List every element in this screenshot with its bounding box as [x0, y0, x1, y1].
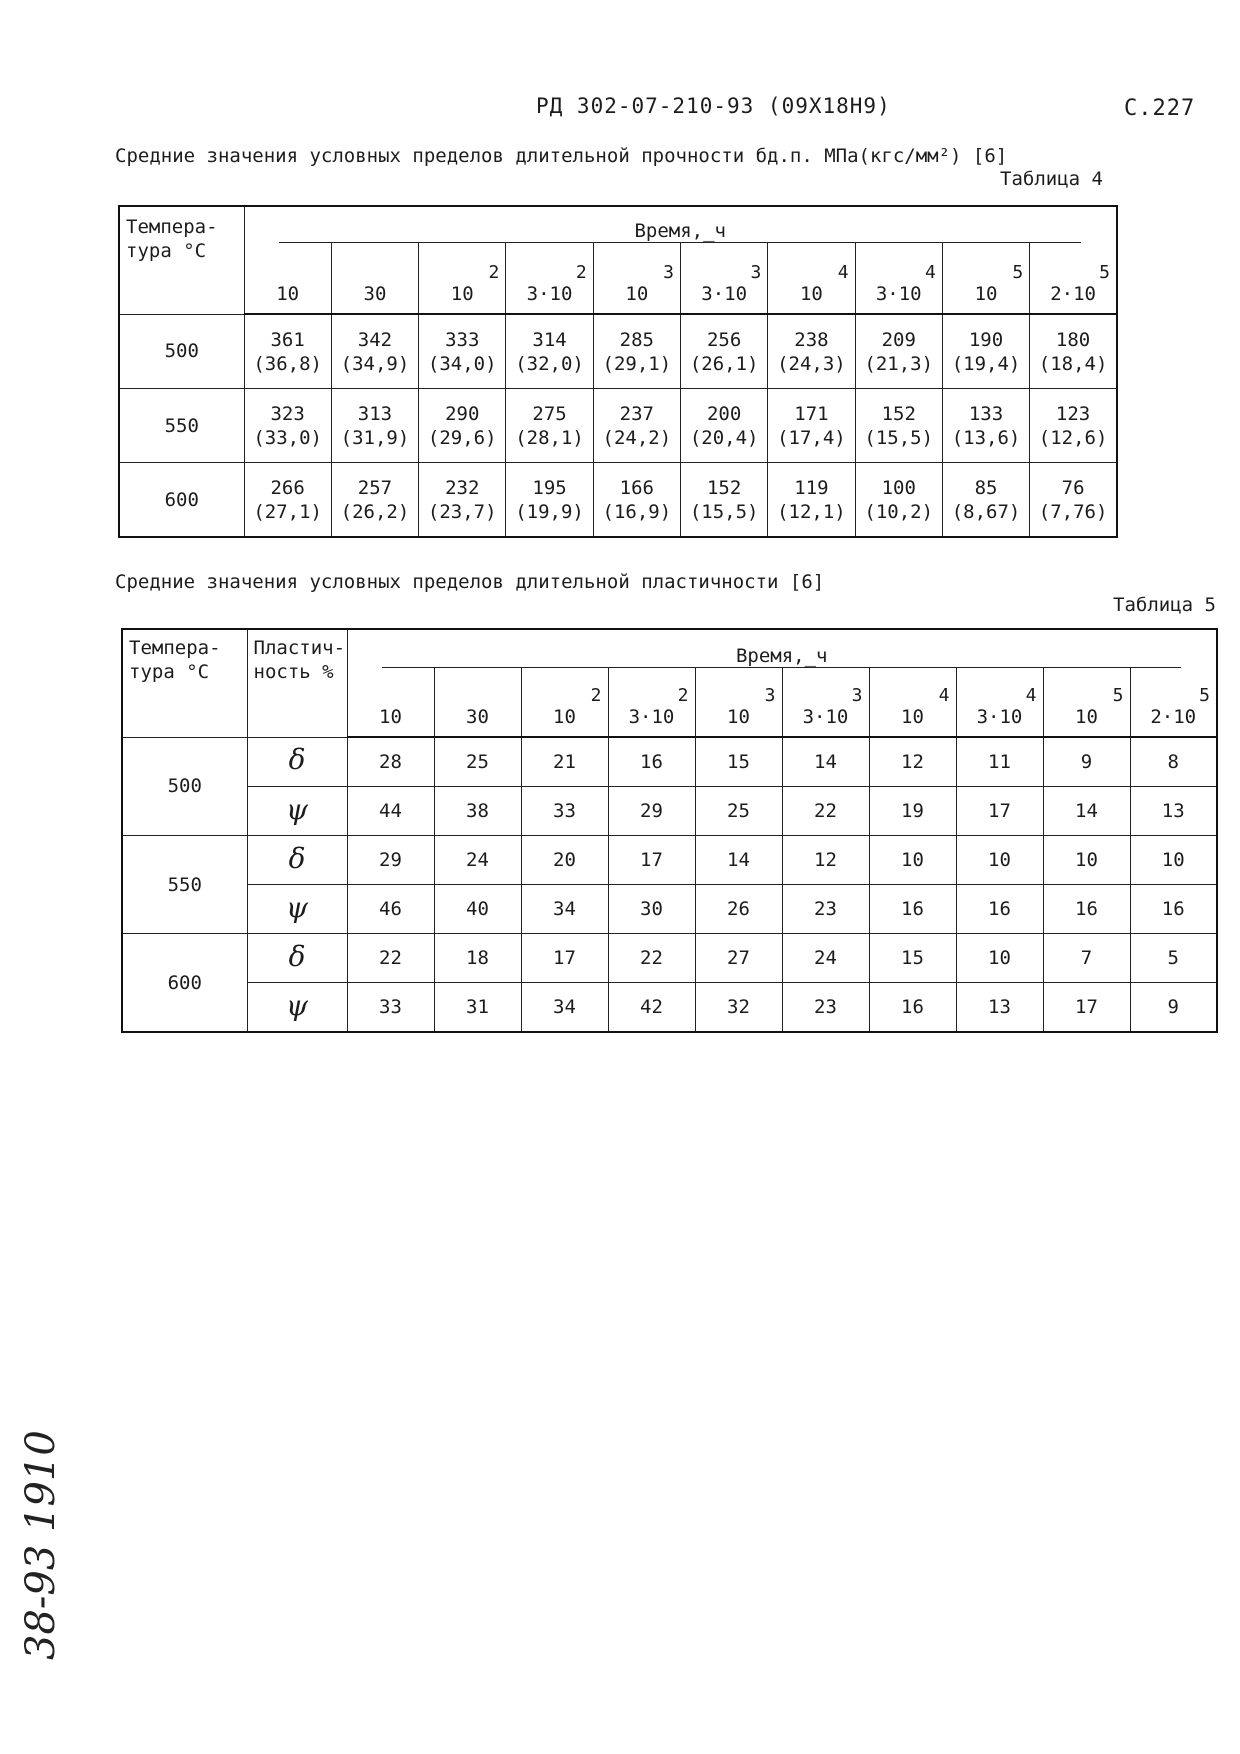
time-value: 3·10 [976, 706, 1023, 728]
time-value: 10 [1075, 706, 1098, 728]
time-column-header [782, 668, 869, 737]
value-mpa: 342 [357, 328, 393, 351]
time-value: 10 [727, 706, 750, 728]
value-cell: 7 [1043, 934, 1130, 983]
value-cell: 15 [869, 934, 956, 983]
strength-cell [331, 463, 418, 538]
value-kgf: (24,3) [777, 352, 846, 375]
table-row [122, 934, 1217, 983]
plasticity-symbol [247, 885, 347, 934]
time-column-header [680, 243, 767, 314]
symbol-glyph: ψ [286, 890, 308, 924]
time-value: 10 [799, 283, 823, 305]
value-kgf: (21,3) [864, 352, 934, 375]
value-kgf: (24,2) [602, 426, 672, 449]
value-cell: 13 [956, 983, 1043, 1033]
time-exponent: 2 [590, 685, 602, 706]
plasticity-symbol [247, 836, 347, 885]
value-kgf: (17,4) [777, 426, 846, 449]
value-kgf: (32,0) [515, 352, 584, 375]
strength-cell [855, 314, 942, 389]
time-value: 3·10 [526, 283, 573, 305]
value-kgf: (12,1) [777, 500, 846, 523]
plasticity-symbol [247, 934, 347, 983]
value-kgf: (27,1) [253, 500, 322, 523]
value-cell: 32 [695, 983, 782, 1033]
symbol-glyph: δ [288, 939, 306, 973]
time-value: 30 [363, 283, 387, 305]
value-cell: 33 [347, 983, 434, 1033]
strength-cell [680, 463, 767, 538]
value-mpa: 232 [445, 476, 480, 499]
table-row [122, 836, 1217, 885]
time-column-header [942, 243, 1029, 314]
value-cell: 14 [695, 836, 782, 885]
time-column-header [1030, 243, 1117, 314]
value-cell: 5 [1130, 934, 1217, 983]
value-cell: 31 [434, 983, 521, 1033]
value-kgf: (29,1) [602, 352, 672, 375]
value-cell: 17 [956, 787, 1043, 836]
strength-cell [1030, 389, 1117, 463]
value-mpa: 275 [532, 402, 567, 425]
value-cell: 27 [695, 934, 782, 983]
temperature-cell: 600 [122, 934, 247, 1033]
value-kgf: (33,0) [253, 426, 322, 449]
value-cell: 19 [869, 787, 956, 836]
strength-cell [680, 314, 767, 389]
value-cell: 22 [608, 934, 695, 983]
time-column-header [434, 668, 521, 737]
value-mpa: 133 [968, 402, 1004, 425]
time-value: 10 [553, 706, 576, 728]
strength-cell [593, 463, 680, 538]
time-column-header [869, 668, 956, 737]
table4-caption: Средние значения условных пределов длительной прочности бд.п. МПа(кгс/мм²) [6] [115, 145, 1008, 167]
value-cell: 23 [782, 885, 869, 934]
value-cell: 13 [1130, 787, 1217, 836]
value-cell: 24 [434, 836, 521, 885]
strength-cell [331, 314, 418, 389]
value-kgf: (12,6) [1038, 426, 1108, 449]
value-cell: 12 [869, 737, 956, 787]
time-value: 3·10 [802, 706, 849, 728]
value-cell: 40 [434, 885, 521, 934]
value-cell: 12 [782, 836, 869, 885]
value-cell: 17 [521, 934, 608, 983]
strength-cell [855, 389, 942, 463]
value-kgf: (13,6) [951, 426, 1021, 449]
strength-cell [506, 314, 593, 389]
value-mpa: 290 [445, 402, 480, 425]
value-mpa: 195 [532, 476, 567, 499]
value-cell: 15 [695, 737, 782, 787]
strength-cell [593, 389, 680, 463]
value-kgf: (34,0) [427, 352, 497, 375]
time-column-header [956, 668, 1043, 737]
temperature-cell: 500 [119, 314, 244, 389]
strength-cell [768, 463, 855, 538]
value-mpa: 266 [270, 476, 305, 499]
table5-label: Таблица 5 [1113, 594, 1216, 616]
time-exponent: 3 [750, 262, 762, 283]
symbol-glyph: ψ [286, 792, 308, 826]
time-exponent: 5 [1012, 262, 1024, 283]
strength-cell [419, 389, 506, 463]
value-cell: 17 [1043, 983, 1130, 1033]
value-mpa: 85 [974, 476, 998, 499]
value-cell: 10 [956, 934, 1043, 983]
table4-temperature-header: Темпера- тура °С [119, 206, 244, 314]
value-kgf: (28,1) [515, 426, 584, 449]
value-kgf: (20,4) [689, 426, 759, 449]
value-cell: 22 [347, 934, 434, 983]
value-mpa: 238 [794, 328, 829, 351]
value-cell: 18 [434, 934, 521, 983]
strength-cell [768, 314, 855, 389]
time-value: 10 [974, 283, 998, 305]
value-kgf: (36,8) [253, 352, 322, 375]
table-row [122, 737, 1217, 787]
strength-cell [855, 463, 942, 538]
value-cell: 8 [1130, 737, 1217, 787]
value-cell: 9 [1043, 737, 1130, 787]
table5-temperature-header: Темпера- тура °С [122, 629, 247, 737]
value-mpa: 313 [357, 402, 393, 425]
time-value: 10 [450, 283, 474, 305]
temperature-cell: 550 [119, 389, 244, 463]
strength-cell [244, 463, 331, 538]
time-column-header [244, 243, 331, 314]
temperature-cell: 500 [122, 737, 247, 836]
time-exponent: 5 [1199, 685, 1210, 706]
time-exponent: 5 [1099, 262, 1110, 283]
strength-cell [331, 389, 418, 463]
strength-cell [593, 314, 680, 389]
value-kgf: (15,5) [689, 500, 759, 523]
time-value: 3·10 [628, 706, 675, 728]
value-mpa: 76 [1061, 476, 1085, 499]
strength-cell [768, 389, 855, 463]
value-mpa: 119 [794, 476, 829, 499]
value-mpa: 237 [619, 402, 654, 425]
value-kgf: (8,67) [951, 500, 1021, 523]
strength-cell [680, 389, 767, 463]
value-kgf: (16,9) [602, 500, 672, 523]
value-kgf: (15,5) [864, 426, 934, 449]
table5-caption: Средние значения условных пределов длительной пластичности [6] [115, 571, 825, 593]
value-mpa: 256 [706, 328, 742, 351]
value-cell: 16 [608, 737, 695, 787]
time-exponent: 3 [851, 685, 863, 706]
time-exponent: 2 [677, 685, 689, 706]
time-exponent: 2 [488, 262, 500, 283]
value-cell: 38 [434, 787, 521, 836]
value-cell: 34 [521, 983, 608, 1033]
value-cell: 14 [1043, 787, 1130, 836]
value-mpa: 333 [445, 328, 480, 351]
value-kgf: (7,76) [1038, 500, 1108, 523]
strength-cell [419, 463, 506, 538]
value-mpa: 285 [619, 328, 654, 351]
strength-cell [506, 463, 593, 538]
value-cell: 28 [347, 737, 434, 787]
value-cell: 30 [608, 885, 695, 934]
value-cell: 10 [956, 836, 1043, 885]
value-kgf: (19,9) [515, 500, 584, 523]
table5-plasticity-header: Пластич- ность % [247, 629, 347, 737]
value-mpa: 152 [706, 476, 742, 499]
time-column-header [419, 243, 506, 314]
value-cell: 10 [1130, 836, 1217, 885]
value-kgf: (26,2) [340, 500, 410, 523]
value-mpa: 361 [270, 328, 305, 351]
value-kgf: (26,1) [689, 352, 759, 375]
value-mpa: 166 [619, 476, 654, 499]
time-column-header [593, 243, 680, 314]
table5 [121, 628, 1218, 1033]
value-mpa: 257 [357, 476, 393, 499]
symbol-glyph: δ [288, 743, 306, 777]
value-cell: 16 [869, 983, 956, 1033]
value-cell: 24 [782, 934, 869, 983]
strength-cell [942, 314, 1029, 389]
value-cell: 34 [521, 885, 608, 934]
time-exponent: 3 [764, 685, 776, 706]
time-value: 3·10 [701, 283, 748, 305]
value-cell: 10 [1043, 836, 1130, 885]
time-value: 2·10 [1150, 706, 1197, 728]
time-value: 10 [901, 706, 924, 728]
value-cell: 11 [956, 737, 1043, 787]
value-cell: 33 [521, 787, 608, 836]
value-kgf: (18,4) [1038, 352, 1108, 375]
value-cell: 14 [782, 737, 869, 787]
value-cell: 17 [608, 836, 695, 885]
value-cell: 29 [347, 836, 434, 885]
table-row [119, 389, 1117, 463]
time-exponent: 2 [575, 262, 587, 283]
value-mpa: 209 [881, 328, 916, 351]
time-exponent: 4 [837, 262, 849, 283]
time-column-header [521, 668, 608, 737]
value-cell: 21 [521, 737, 608, 787]
value-mpa: 314 [532, 328, 567, 351]
value-cell: 16 [1043, 885, 1130, 934]
value-cell: 46 [347, 885, 434, 934]
value-kgf: (34,9) [340, 352, 410, 375]
time-column-header [1130, 668, 1217, 737]
time-exponent: 4 [925, 262, 936, 283]
value-kgf: (29,6) [427, 426, 497, 449]
time-column-header [1043, 668, 1130, 737]
time-column-header [695, 668, 782, 737]
table-row [119, 314, 1117, 389]
strength-cell [419, 314, 506, 389]
value-cell: 16 [1130, 885, 1217, 934]
value-cell: 29 [608, 787, 695, 836]
symbol-glyph: δ [288, 841, 306, 875]
value-mpa: 123 [1055, 402, 1091, 425]
strength-cell [942, 389, 1029, 463]
temperature-cell: 550 [122, 836, 247, 934]
value-mpa: 100 [881, 476, 916, 499]
value-cell: 9 [1130, 983, 1217, 1033]
document-code: РД 302-07-210-93 (09Х18Н9) [536, 94, 891, 118]
table4-label: Таблица 4 [1000, 168, 1103, 190]
value-mpa: 180 [1055, 328, 1091, 351]
value-mpa: 152 [881, 402, 916, 425]
time-exponent: 5 [1112, 685, 1124, 706]
value-cell: 16 [956, 885, 1043, 934]
margin-handwritten-note: 38-93 1910 [18, 1430, 64, 1660]
value-cell: 25 [695, 787, 782, 836]
value-kgf: (31,9) [340, 426, 410, 449]
value-cell: 16 [869, 885, 956, 934]
plasticity-symbol [247, 787, 347, 836]
strength-cell [506, 389, 593, 463]
value-cell: 10 [869, 836, 956, 885]
value-mpa: 323 [270, 402, 305, 425]
time-value: 10 [625, 283, 649, 305]
time-exponent: 3 [663, 262, 674, 283]
symbol-glyph: ψ [286, 988, 308, 1022]
value-kgf: (23,7) [427, 500, 497, 523]
page-number: С.227 [1124, 96, 1196, 121]
time-exponent: 4 [938, 685, 950, 706]
temperature-cell: 600 [119, 463, 244, 538]
time-column-header [855, 243, 942, 314]
table-row [122, 787, 1217, 836]
time-column-header [347, 668, 434, 737]
value-cell: 26 [695, 885, 782, 934]
time-column-header [331, 243, 418, 314]
strength-cell [1030, 463, 1117, 538]
value-mpa: 171 [794, 402, 829, 425]
value-mpa: 190 [968, 328, 1004, 351]
table5-time-header: Время,_ч [347, 629, 1217, 668]
value-cell: 23 [782, 983, 869, 1033]
time-value: 2·10 [1050, 283, 1096, 305]
plasticity-symbol [247, 983, 347, 1033]
table4 [118, 205, 1118, 538]
value-cell: 20 [521, 836, 608, 885]
time-column-header [768, 243, 855, 314]
value-cell: 25 [434, 737, 521, 787]
value-cell: 42 [608, 983, 695, 1033]
plasticity-symbol [247, 737, 347, 787]
table4-time-header: Время,_ч [244, 206, 1117, 243]
time-column-header [608, 668, 695, 737]
value-cell: 22 [782, 787, 869, 836]
time-value: 3·10 [875, 283, 922, 305]
value-cell: 44 [347, 787, 434, 836]
time-value: 30 [466, 706, 489, 728]
value-kgf: (10,2) [864, 500, 934, 523]
table-row [119, 463, 1117, 538]
value-kgf: (19,4) [951, 352, 1021, 375]
strength-cell [244, 314, 331, 389]
time-value: 10 [379, 706, 402, 728]
time-exponent: 4 [1025, 685, 1037, 706]
strength-cell [942, 463, 1029, 538]
table-row [122, 885, 1217, 934]
table-row [122, 983, 1217, 1033]
time-value: 10 [276, 283, 300, 305]
strength-cell [244, 389, 331, 463]
strength-cell [1030, 314, 1117, 389]
value-mpa: 200 [706, 402, 742, 425]
time-column-header [506, 243, 593, 314]
